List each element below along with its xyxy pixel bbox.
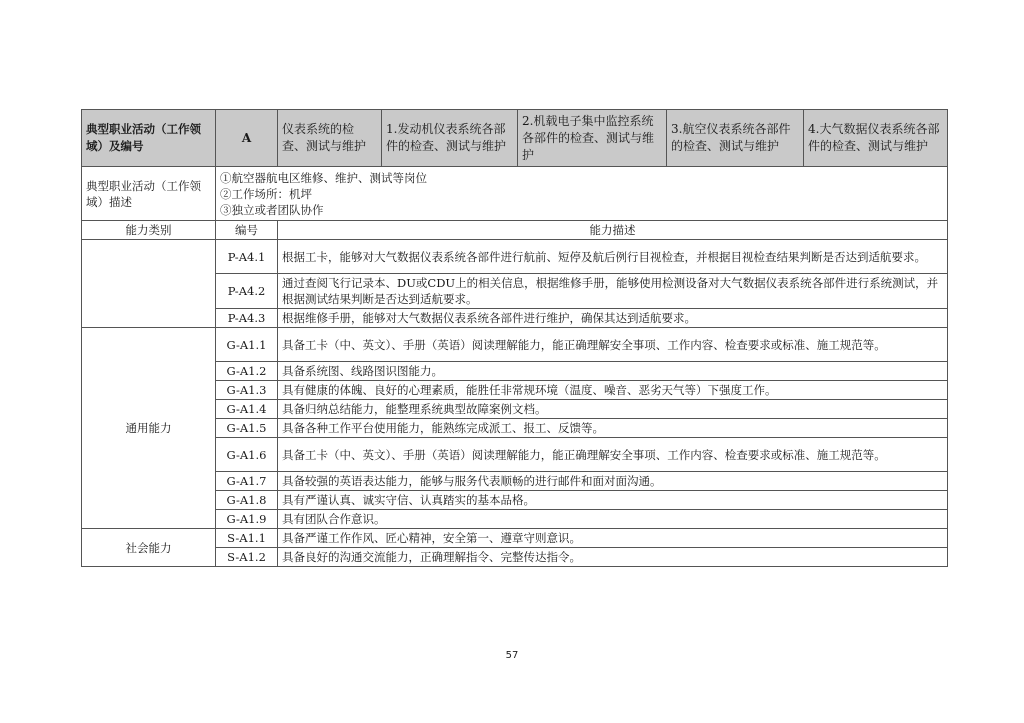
table-row [82,328,948,362]
row-text: 具有团队合作意识。 [278,510,948,529]
row-code: G-A1.5 [216,419,278,438]
row-code: P-A4.1 [216,240,278,274]
header-row [82,110,948,167]
row-code: G-A1.4 [216,400,278,419]
page-number: 57 [505,650,519,661]
description-label: 典型职业活动（工作领域）描述 [82,167,216,221]
description-line: ③独立或者团队协作 [220,202,324,217]
row-text: 具备良好的沟通交流能力，正确理解指令、完整传达指令。 [278,548,948,567]
row-text: 具备工卡（中、英文）、手册（英语）阅读理解能力，能正确理解安全事项、工作内容、检查要求或标准、施工规范等。 [278,328,948,362]
activity-col-3: 3.航空仪表系统各部件的检查、测试与维护 [667,110,804,167]
description-content [216,167,948,221]
row-text: 具备系统图、线路图识图能力。 [278,362,948,381]
row-code: G-A1.1 [216,328,278,362]
row-code: P-A4.3 [216,309,278,328]
description-row [82,167,948,221]
col-header-desc: 能力描述 [278,221,948,240]
row-code: G-A1.2 [216,362,278,381]
row-text: 具备严谨工作作风、匠心精神，安全第一、遵章守则意识。 [278,529,948,548]
row-code: P-A4.2 [216,274,278,309]
activity-label: 典型职业活动（工作领域）及编号 [82,110,216,167]
description-line: ②工作场所：机坪 [220,186,312,201]
row-text: 具有健康的体魄、良好的心理素质，能胜任非常规环境（温度、噪音、恶劣天气等）下强度工作。 [278,381,948,400]
row-code: G-A1.9 [216,510,278,529]
category-social: 社会能力 [82,529,216,567]
row-text: 根据工卡，能够对大气数据仪表系统各部件进行航前、短停及航后例行目视检查，并根据目视检查结果判断是否达到适航要求。 [278,240,948,274]
row-text: 具有严谨认真、诚实守信、认真踏实的基本品格。 [278,491,948,510]
activity-col-4: 4.大气数据仪表系统各部件的检查、测试与维护 [804,110,948,167]
row-code: S-A1.1 [216,529,278,548]
row-text: 根据维修手册，能够对大气数据仪表系统各部件进行维护，确保其达到适航要求。 [278,309,948,328]
row-code: G-A1.8 [216,491,278,510]
description-line: ①航空器航电区维修、维护、测试等岗位 [220,170,427,185]
row-text: 具备归纳总结能力，能整理系统典型故障案例文档。 [278,400,948,419]
row-code: S-A1.2 [216,548,278,567]
row-code: G-A1.6 [216,438,278,472]
table-row [82,529,948,548]
competency-table [81,109,948,567]
category-professional [82,240,216,328]
col-header-category: 能力类别 [82,221,216,240]
table-row [82,240,948,274]
row-text: 具备各种工作平台使用能力，能熟练完成派工、报工、反馈等。 [278,419,948,438]
column-header-row [82,221,948,240]
row-text: 通过查阅飞行记录本、DU或CDU上的相关信息，根据维修手册，能够使用检测设备对大气数据仪表系统各部件进行系统测试，并根据测试结果判断是否达到适航要求。 [278,274,948,309]
col-header-code: 编号 [216,221,278,240]
row-code: G-A1.7 [216,472,278,491]
row-text: 具备较强的英语表达能力，能够与服务代表顺畅的进行邮件和面对面沟通。 [278,472,948,491]
activity-col-1: 1.发动机仪表系统各部件的检查、测试与维护 [382,110,518,167]
activity-col-2: 2.机载电子集中监控系统各部件的检查、测试与维护 [518,110,667,167]
activity-main: 仪表系统的检查、测试与维护 [278,110,382,167]
row-text: 具备工卡（中、英文）、手册（英语）阅读理解能力，能正确理解安全事项、工作内容、检查要求或标准、施工规范等。 [278,438,948,472]
activity-code: A [216,110,278,167]
row-code: G-A1.3 [216,381,278,400]
category-general: 通用能力 [82,328,216,529]
